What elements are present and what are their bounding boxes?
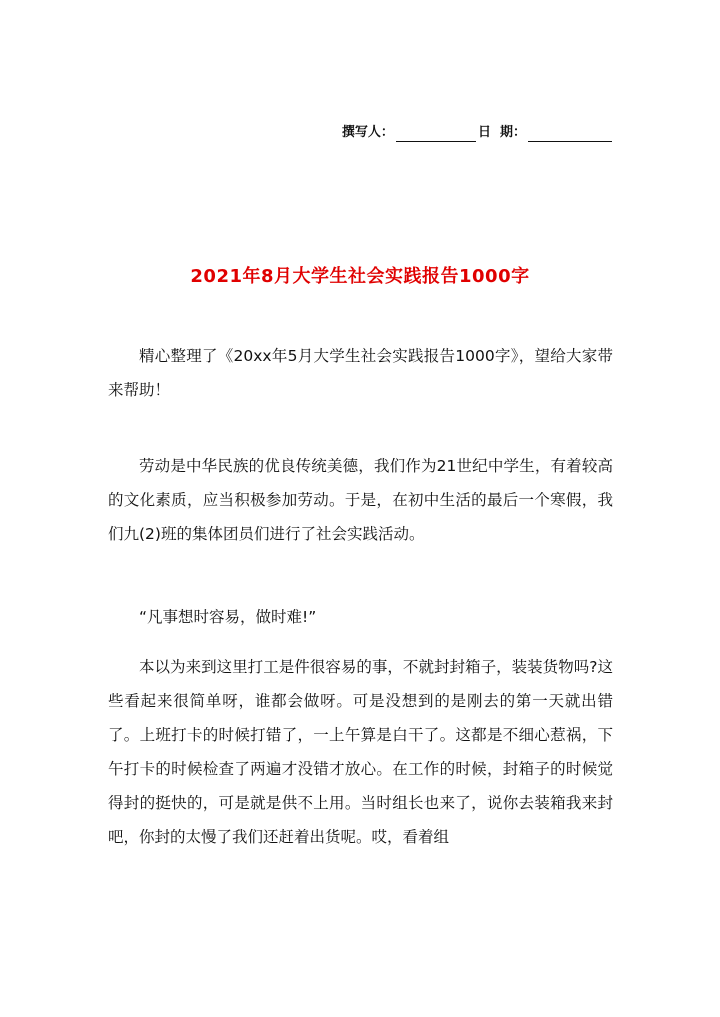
paragraph-work-experience: 本以为来到这里打工是件很容易的事，不就封封箱子，装装货物吗?这些看起来很简单呀，谁都会做呀。可是没想到的是刚去的第一天就出错了。上班打卡的时候打错了，一上午算是白干了。这都是不细心惹祸，下午打卡的时候检查了两遍才没错才放心。在工作的时候，封箱子的时候觉得封的挺快的，可是就是供不上用。当时组长也来了，说你去装箱我来封吧，你封的太慢了我们还赶着出货呢。哎，看着组 xyxy=(108,658,613,846)
paragraph-intro: 精心整理了《20xx年5月大学生社会实践报告1000字》，望给大家带来帮助！ xyxy=(108,347,613,399)
date-blank-line xyxy=(528,125,612,142)
document-title: 2021年8月大学生社会实践报告1000字 xyxy=(190,266,530,287)
author-label: 撰写人： xyxy=(341,125,394,140)
document-header xyxy=(342,124,612,142)
author-blank-line xyxy=(396,125,476,142)
paragraph-quote: “凡事想时容易，做时难!” xyxy=(139,608,317,626)
paragraph-labor: 劳动是中华民族的优良传统美德，我们作为21世纪中学生，有着较高的文化素质，应当积极参加劳动。于是，在初中生活的最后一个寒假，我们九(2)班的集体团员们进行了社会实践活动。 xyxy=(108,457,613,543)
date-label: 日 期： xyxy=(477,125,526,140)
